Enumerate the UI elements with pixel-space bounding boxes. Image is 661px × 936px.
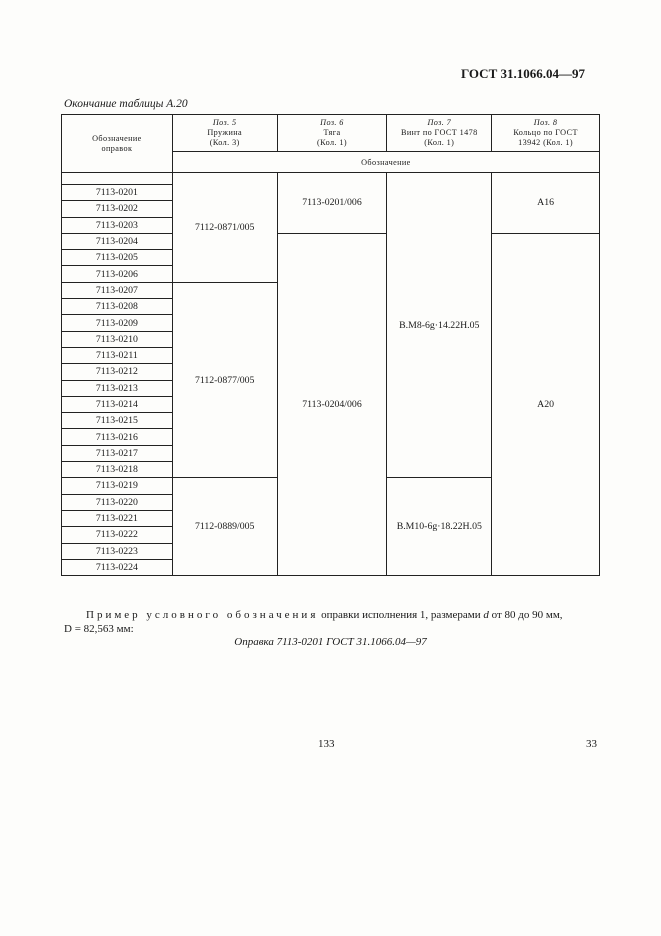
ring-cell: А20	[492, 233, 600, 575]
header-designation: Обозначение оправок	[62, 115, 173, 173]
table-row: 7113-0223	[62, 543, 600, 559]
example-line2: D = 82,563 мм:	[64, 623, 134, 635]
header-ring: Поз. 8 Кольцо по ГОСТ 13942 (Кол. 1)	[492, 115, 600, 152]
spring-cell: 7112-0871/005	[172, 173, 277, 283]
table-row: 7113-0202	[62, 201, 600, 217]
sheet-number: 33	[586, 738, 597, 750]
table-row: 7113-0219 7112-0889/005 В.М10-6g·18.22Н.05	[62, 478, 600, 494]
table-row: 7113-0224	[62, 559, 600, 575]
table-row: 7113-0217	[62, 445, 600, 461]
variable-d: d	[483, 609, 489, 621]
header-screw: Поз. 7 Винт по ГОСТ 1478 (Кол. 1)	[387, 115, 492, 152]
table-row: 7113-0205	[62, 250, 600, 266]
rod-cell: 7113-0201/006	[277, 173, 387, 234]
table-row: 7113-0208	[62, 299, 600, 315]
example-paragraph: Пример условного обозначения оправки исполнения 1, размерами d от 80 до 90 мм, D = 82,563 мм:	[64, 609, 563, 635]
table-row: 7113-0210	[62, 331, 600, 347]
table-row: 7113-0218	[62, 462, 600, 478]
rod-cell: 7113-0204/006	[277, 233, 387, 575]
spring-cell: 7112-0877/005	[172, 282, 277, 478]
page-number: 133	[318, 738, 335, 750]
table-row: 7113-0220	[62, 494, 600, 510]
header-rod: Поз. 6 Тяга (Кол. 1)	[277, 115, 387, 152]
example-designation: Оправка 7113-0201 ГОСТ 31.1066.04—97	[234, 636, 427, 648]
header-spring: Поз. 5 Пружина (Кол. 3)	[172, 115, 277, 152]
spring-cell: 7112-0889/005	[172, 478, 277, 576]
standard-number: ГОСТ 31.1066.04—97	[460, 66, 585, 81]
screw-cell: В.М10-6g·18.22Н.05	[387, 478, 492, 576]
table-row: 7113-0212	[62, 364, 600, 380]
table-row: 7113-0211	[62, 347, 600, 363]
table-row: 7113-0207 7112-0877/005	[62, 282, 600, 298]
table-row: 7113-0206	[62, 266, 600, 282]
table-row: 7113-0221	[62, 510, 600, 526]
screw-cell: В.М8-6g·14.22Н.05	[387, 173, 492, 478]
table-row: 7113-0209	[62, 315, 600, 331]
table-caption: Окончание таблицы А.20	[64, 98, 188, 110]
table-row: 7113-0203	[62, 217, 600, 233]
parts-table	[61, 114, 600, 576]
table-row: 7113-0214	[62, 396, 600, 412]
table-header-row	[62, 115, 600, 152]
example-lead: Пример условного обозначения	[86, 609, 319, 621]
table-row: 7113-0215	[62, 413, 600, 429]
table-row: 7113-0204 7113-0204/006 А20	[62, 233, 600, 249]
subheader-designation: Обозначение	[172, 152, 599, 173]
table-row: 7113-0216	[62, 429, 600, 445]
table-row: 7113-0213	[62, 380, 600, 396]
table-row: 7113-0201	[62, 185, 600, 201]
ring-cell: А16	[492, 173, 600, 234]
spacer-row	[62, 173, 600, 185]
table-row: 7113-0222	[62, 527, 600, 543]
